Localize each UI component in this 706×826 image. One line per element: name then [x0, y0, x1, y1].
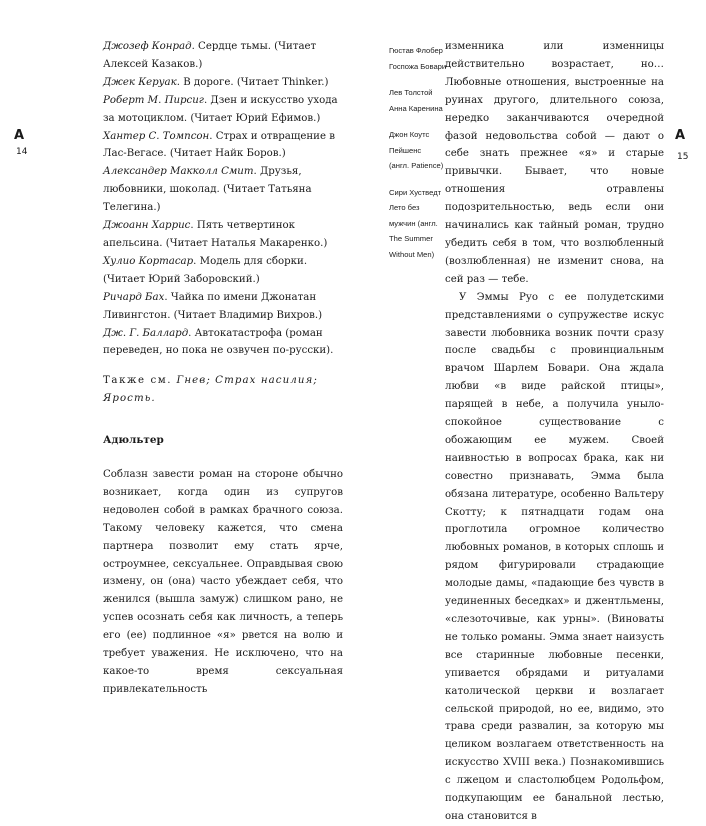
body-paragraph: изменника или изменницы действительно возрастает, но… Любовные отношения, выстроенные на руинах другого, длительного союза, нередко заканчиваются очередной фазой недовольства собой — дают о себе знать прежнее «я» и старые привычки. Бывает, что новые отношения отравлены подозрительностью, ведь если они начинались как тайный роман, трудно убедить себя в том, что возлюбленный (возлюбленная) не изменит снова, на сей раз — тебе.	[445, 41, 664, 285]
list-item: Джоанн Харрис. Пять четвертинок апельсина. (Читает Наталья Макаренко.)	[103, 220, 328, 249]
list-item: Александер Макколл Смит. Друзья, любовники, шоколад. (Читает Татьяна Телегина.)	[103, 166, 312, 214]
body-paragraph: Соблазн завести роман на стороне обычно возникает, когда один из супругов недоволен собой в рамках брачного союза. Такому человеку кажется, что смена партнера позволит ему стать ярче, остроумнее, сексуальнее. Оправдывая свою измену, он (она) часто убеждает себя, что женился (вышла замуж) слишком рано, не успев осознать себя как личность, а теперь его (ее) подлинное «я» рвется на волю и требует уважения. Не исключено, что на какое-то время сексуальная привлекательность	[103, 469, 343, 695]
left-page-text	[103, 38, 343, 699]
margin-note: Джон Коутс Пейшенс (англ. Patience)	[389, 130, 444, 170]
right-page-text	[445, 38, 664, 826]
list-item: Ричард Бах. Чайка по имени Джонатан Ливингстон. (Читает Владимир Вихров.)	[103, 291, 323, 321]
section-letter-right: А	[675, 128, 686, 143]
right-page	[353, 0, 706, 822]
page-number-right: 15	[677, 152, 689, 162]
left-page	[0, 0, 353, 695]
section-letter-left: А	[14, 128, 25, 143]
margin-note: Гюстав Флобер Госпожа Бовари	[389, 46, 447, 71]
list-item: Джек Керуак. В дороге. (Читает Thinker.)	[103, 76, 329, 88]
section-heading: Адюльтер	[103, 434, 164, 447]
list-item: Дж. Г. Баллард. Автокатастрофа (роман переведен, но пока не озвучен по-русски).	[103, 327, 334, 357]
body-paragraph: У Эммы Руо с ее полудетскими представлениями о супружестве искус завести любовника возник почти сразу после свадьбы с провинциальным врачом Шарлем Бовари. Она ждала любви «в виде райской птицы», парящей в небе, а получила уныло-спокойное существование с обожающим ее мужем. Своей наивностью в вопросах брака, как ни совестно признавать, Эмма была обязана литературе, особенно Вальтеру Скотту; к пятнадцати годам она проглотила огромное количество любовных романов, в которых сплошь и рядом фигурировали страдающие молодые дамы, «падающие без чувств в уединенных беседках» и джентльмены, «слезоточивые, как урны». (Виноваты не только романы. Эмма знает наизусть все старинные любовные песенки, упивается обрядами и ритуалами католической церкви и возлагает сельской природой, но ее, видимо, это трава среди развалин, за которую мы целиком возлагаем ответственность на искусство XVIII века.) Познакомившись с лжецом и сластолюбцем Родольфом, подкупающим ее банальной лестью, она становится в	[445, 291, 664, 822]
margin-note: Лев Толстой Анна Каренина	[389, 88, 443, 113]
list-item: Роберт М. Пирсиг. Дзен и искусство ухода за мотоциклом. (Читает Юрий Ефимов.)	[103, 94, 338, 124]
list-item: Хантер С. Томпсон. Страх и отвращение в Лас-Вегасе. (Читает Найк Боров.)	[103, 130, 335, 160]
list-item: Джозеф Конрад. Сердце тьмы. (Читает Алексей Казаков.)	[103, 41, 317, 70]
margin-note: Сири Хустведт Лето без мужчин (англ. The Summer Without Men)	[389, 187, 442, 259]
see-also-reference: Также см. Гнев; Страх насилия; Ярость.	[103, 375, 318, 405]
audiobook-list	[103, 38, 343, 360]
list-item: Хулио Кортасар. Модель для сборки. (Читает Юрий Заборовский.)	[103, 255, 308, 285]
page-number-left: 14	[16, 147, 28, 157]
